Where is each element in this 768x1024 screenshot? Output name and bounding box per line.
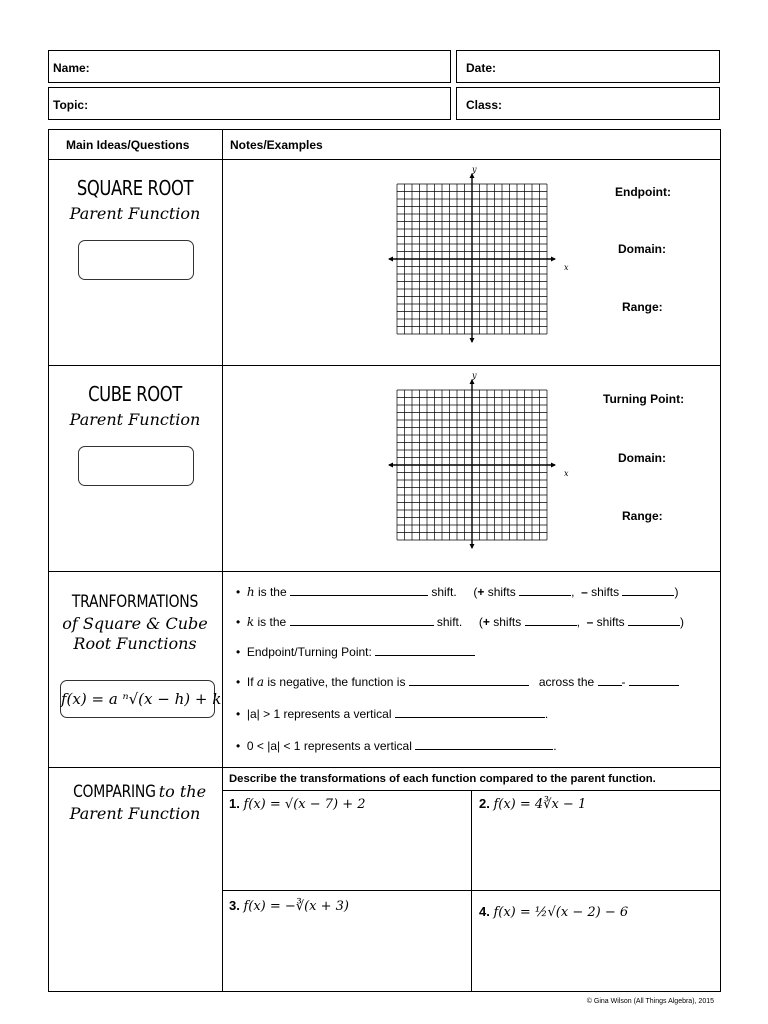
- transformations-title: TRANFORMATIONS: [71, 592, 199, 612]
- notes-examples-header: Notes/Examples: [230, 138, 323, 152]
- bullet-negative-a: • If a is negative, the function is across the -: [236, 675, 679, 689]
- row-divider: [222, 890, 721, 891]
- domain-label: Domain:: [618, 242, 666, 256]
- range-label: Range:: [622, 300, 663, 314]
- domain-label: Domain:: [618, 451, 666, 465]
- axis-arrow: [470, 338, 475, 343]
- square-root-title: SQUARE ROOT: [76, 176, 194, 200]
- row-divider: [48, 767, 721, 768]
- formula-box: [60, 680, 222, 718]
- topic-label: Topic:: [53, 98, 89, 112]
- k-shift-blank[interactable]: [290, 615, 434, 626]
- k-minus-blank[interactable]: [628, 615, 680, 626]
- endpoint-label: Endpoint:: [615, 185, 671, 199]
- problem-3[interactable]: 3. f(x) = −∛(x + 3): [229, 898, 349, 914]
- bullet-h-shift: • h is the shift. (+ shifts , – shifts ): [236, 585, 679, 599]
- k-plus-blank[interactable]: [525, 615, 577, 626]
- x-axis-label: x: [564, 469, 569, 478]
- range-label: Range:: [622, 509, 663, 523]
- x-axis-label: x: [564, 263, 569, 272]
- axis-blank-1[interactable]: [598, 675, 622, 686]
- cube-root-graph: [380, 366, 580, 571]
- cube-root-title: CUBE ROOT: [88, 382, 182, 406]
- y-axis-label: y: [472, 165, 477, 174]
- h-minus-blank[interactable]: [622, 585, 674, 596]
- copyright: © Gina Wilson (All Things Algebra), 2015: [586, 998, 714, 1005]
- bullet-vertical-compress: • 0 < |a| < 1 represents a vertical .: [236, 739, 557, 753]
- square-root-equation-box[interactable]: [78, 240, 194, 280]
- cube-root-subtitle: Parent Function: [69, 410, 201, 429]
- axis-arrow: [388, 463, 393, 468]
- h-shift-blank[interactable]: [290, 585, 428, 596]
- column-divider: [222, 129, 223, 992]
- endpoint-blank[interactable]: [375, 645, 475, 656]
- problem-4[interactable]: 4. f(x) = ½√(x − 2) − 6: [479, 904, 629, 920]
- transformations-subtitle-1: of Square & Cube: [62, 614, 208, 633]
- comparing-title-block: [50, 782, 220, 824]
- bullet-vertical-stretch: • |a| > 1 represents a vertical .: [236, 707, 549, 721]
- problem-2[interactable]: 2. f(x) = 4∛x − 1: [479, 796, 587, 812]
- h-plus-blank[interactable]: [519, 585, 571, 596]
- comparing-title-script: to the: [158, 782, 207, 801]
- transformations-title-block: [50, 592, 220, 654]
- compress-blank[interactable]: [415, 739, 553, 750]
- axis-blank-2[interactable]: [629, 675, 679, 686]
- transformations-subtitle-2: Root Functions: [73, 634, 197, 653]
- square-root-title-block: [50, 176, 220, 224]
- row-divider: [48, 571, 721, 572]
- axis-arrow: [388, 257, 393, 262]
- reflection-blank[interactable]: [409, 675, 529, 686]
- comparing-title: COMPARING: [73, 782, 156, 802]
- bullet-k-shift: • k is the shift. (+ shifts , – shifts ): [236, 615, 685, 629]
- problem-1[interactable]: 1. f(x) = √(x − 7) + 2: [229, 796, 366, 812]
- class-field[interactable]: [456, 87, 720, 120]
- turning-point-label: Turning Point:: [603, 392, 685, 406]
- y-axis-label: y: [472, 371, 477, 380]
- graph-grid: [388, 173, 556, 343]
- axis-arrow: [551, 463, 556, 468]
- axis-arrow: [470, 544, 475, 549]
- name-label: Name:: [53, 61, 90, 75]
- comparing-instructions: Describe the transformations of each function compared to the parent function.: [229, 773, 656, 785]
- comparing-subtitle: Parent Function: [69, 804, 201, 823]
- problem-divider: [471, 790, 472, 992]
- bullet-endpoint: • Endpoint/Turning Point:: [236, 645, 475, 659]
- graph-grid: [388, 379, 556, 549]
- class-label: Class:: [466, 98, 503, 112]
- cube-root-title-block: [50, 382, 220, 430]
- square-root-graph: [380, 160, 580, 365]
- topic-field[interactable]: [48, 87, 451, 120]
- cube-root-equation-box[interactable]: [78, 446, 194, 486]
- main-ideas-header: Main Ideas/Questions: [66, 138, 190, 152]
- name-field[interactable]: [48, 50, 451, 83]
- square-root-subtitle: Parent Function: [69, 204, 201, 223]
- axis-arrow: [551, 257, 556, 262]
- date-label: Date:: [466, 61, 497, 75]
- date-field[interactable]: [456, 50, 720, 83]
- general-formula: f(x) = a ⁿ√(x − h) + k: [61, 690, 222, 708]
- stretch-blank[interactable]: [395, 707, 545, 718]
